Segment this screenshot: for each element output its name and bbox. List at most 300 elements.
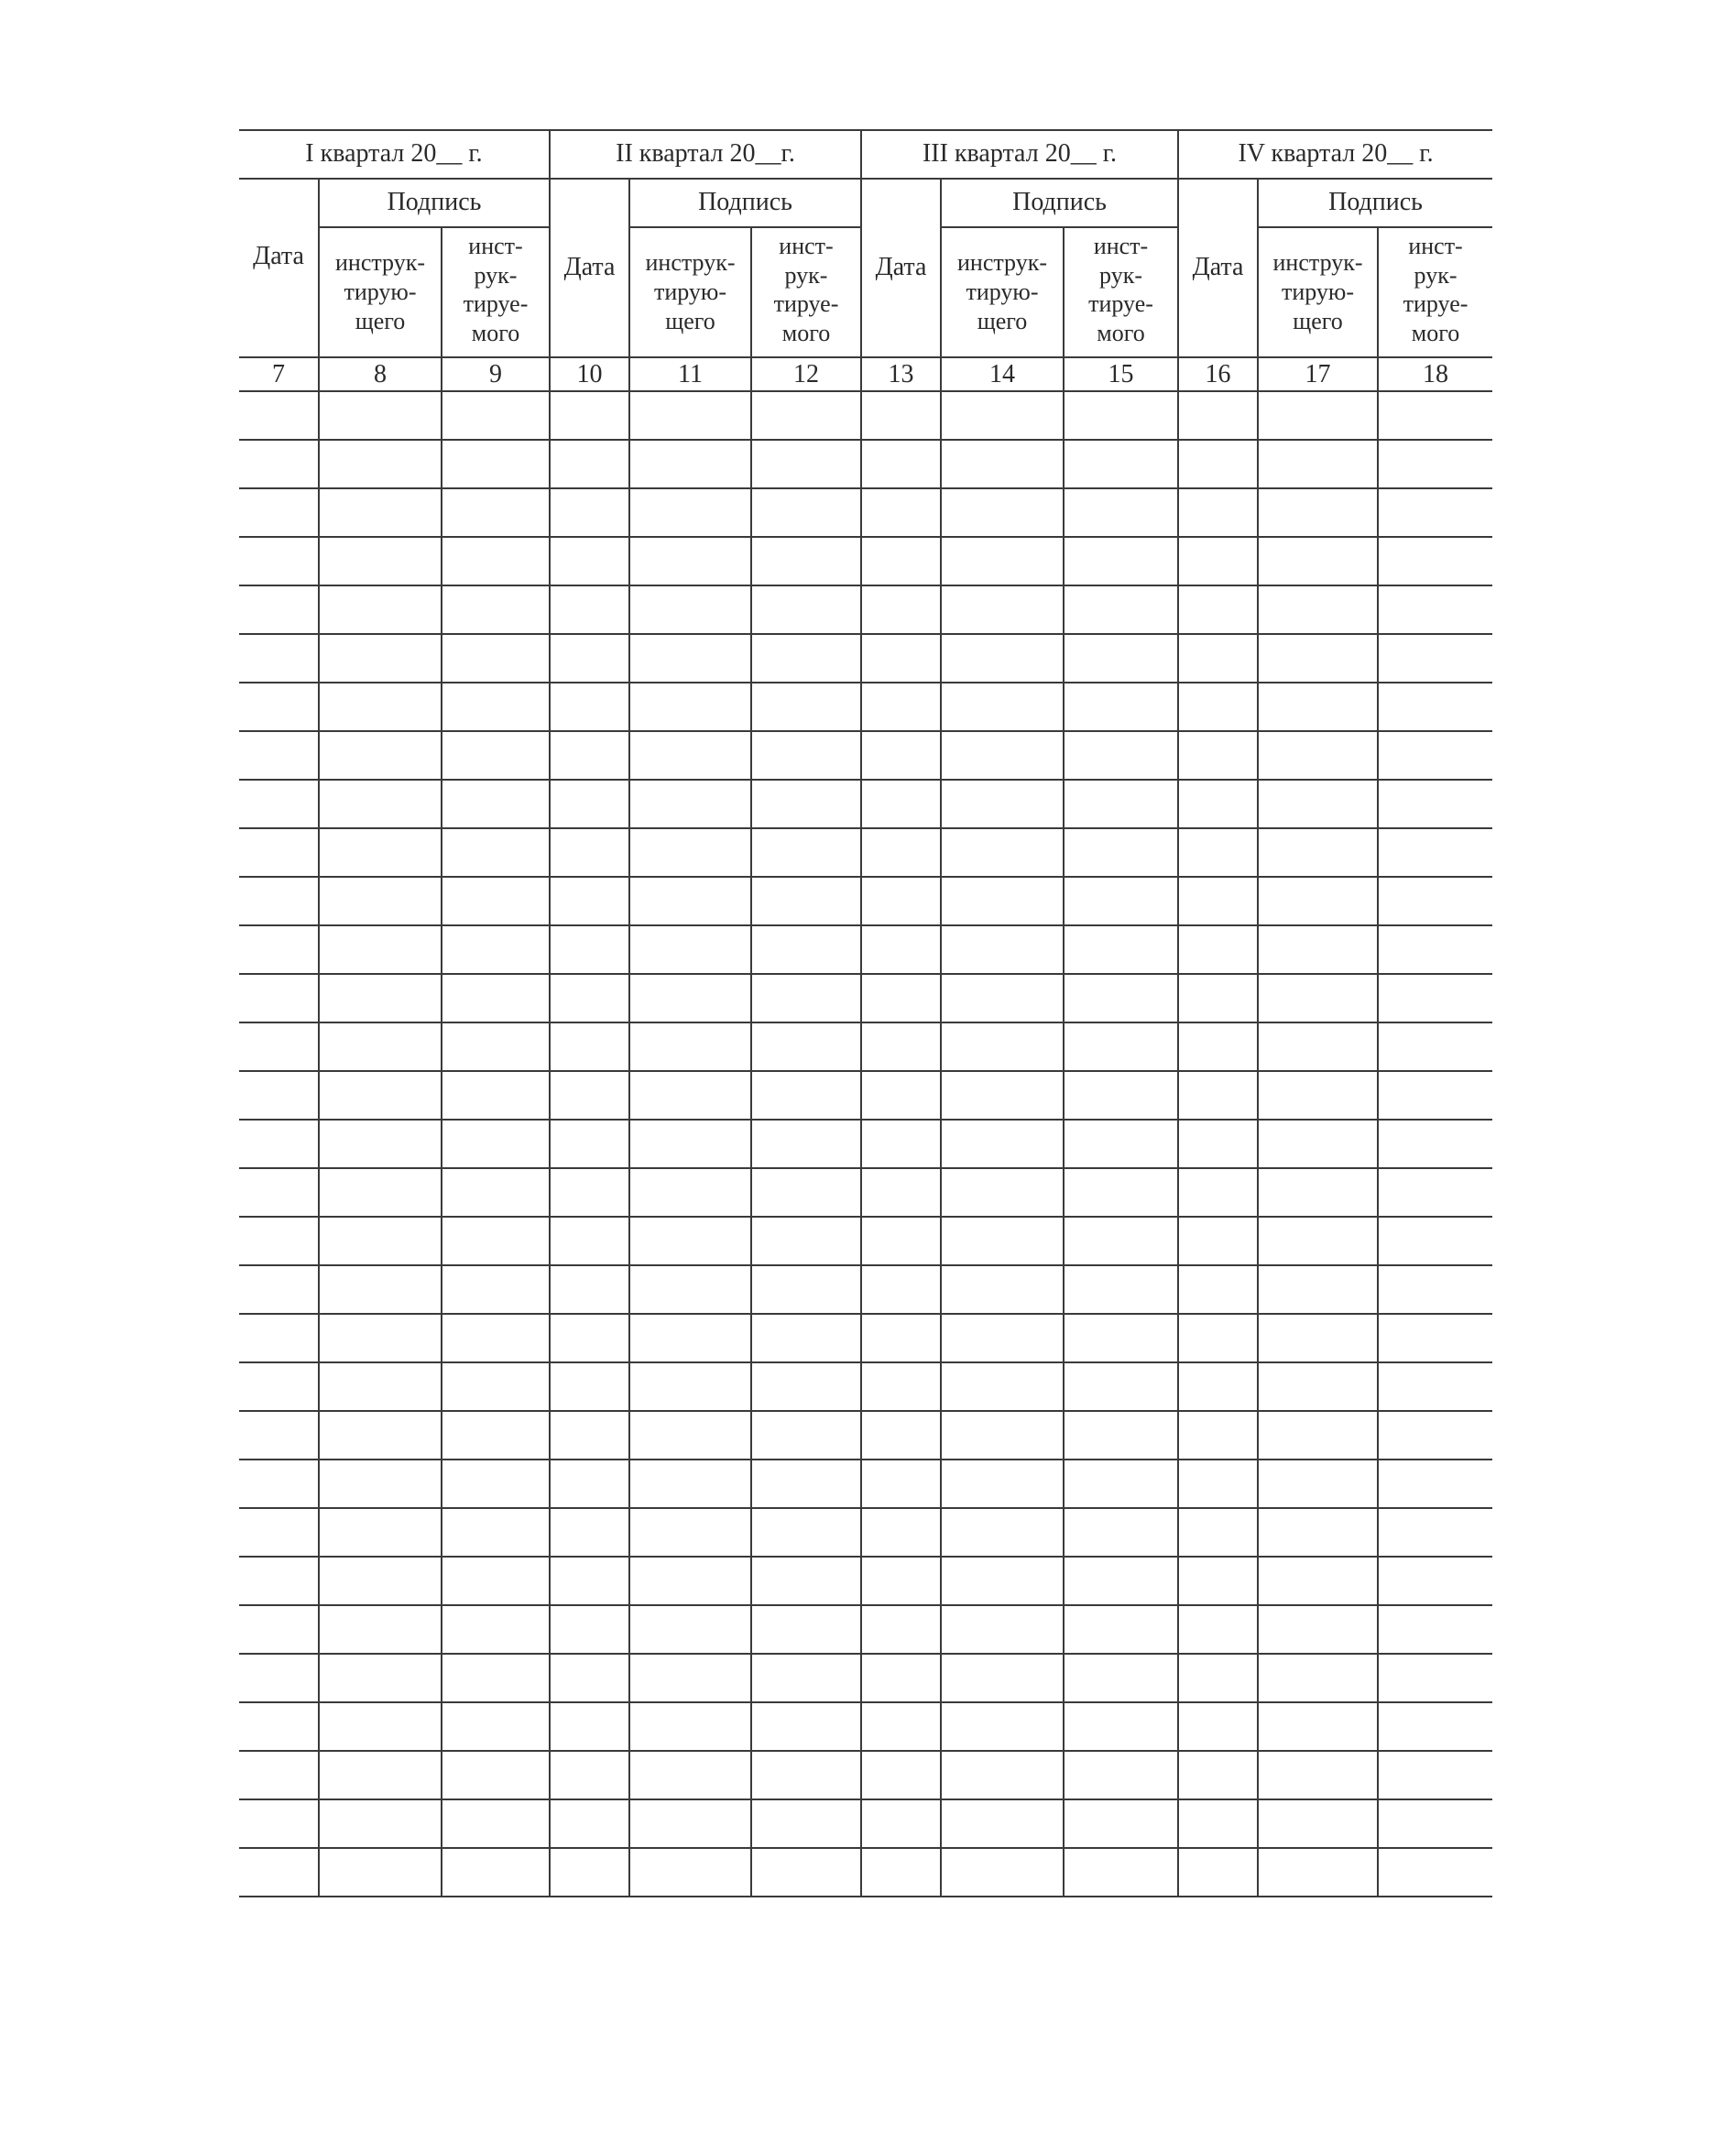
entry-cell[interactable] bbox=[1378, 1120, 1492, 1168]
entry-cell[interactable] bbox=[751, 1460, 861, 1508]
entry-cell[interactable] bbox=[941, 1168, 1064, 1217]
entry-cell[interactable] bbox=[239, 877, 319, 925]
entry-cell[interactable] bbox=[1258, 537, 1378, 585]
entry-cell[interactable] bbox=[861, 1411, 941, 1460]
entry-cell[interactable] bbox=[1258, 1168, 1378, 1217]
entry-cell[interactable] bbox=[442, 1702, 550, 1751]
entry-cell[interactable] bbox=[1378, 1362, 1492, 1411]
entry-cell[interactable] bbox=[1178, 1217, 1258, 1265]
entry-cell[interactable] bbox=[1178, 1168, 1258, 1217]
entry-cell[interactable] bbox=[629, 585, 751, 634]
entry-cell[interactable] bbox=[861, 683, 941, 731]
entry-cell[interactable] bbox=[1064, 683, 1178, 731]
entry-cell[interactable] bbox=[751, 1751, 861, 1799]
entry-cell[interactable] bbox=[751, 1605, 861, 1654]
entry-cell[interactable] bbox=[442, 1120, 550, 1168]
entry-cell[interactable] bbox=[941, 1071, 1064, 1120]
entry-cell[interactable] bbox=[319, 1217, 442, 1265]
entry-cell[interactable] bbox=[319, 925, 442, 974]
entry-cell[interactable] bbox=[1258, 1217, 1378, 1265]
entry-cell[interactable] bbox=[629, 1217, 751, 1265]
entry-cell[interactable] bbox=[319, 1120, 442, 1168]
entry-cell[interactable] bbox=[1064, 780, 1178, 828]
entry-cell[interactable] bbox=[442, 731, 550, 780]
entry-cell[interactable] bbox=[1258, 1654, 1378, 1702]
entry-cell[interactable] bbox=[629, 1022, 751, 1071]
entry-cell[interactable] bbox=[1378, 1799, 1492, 1848]
entry-cell[interactable] bbox=[751, 1071, 861, 1120]
entry-cell[interactable] bbox=[442, 1362, 550, 1411]
entry-cell[interactable] bbox=[1178, 828, 1258, 877]
entry-cell[interactable] bbox=[1378, 1848, 1492, 1897]
entry-cell[interactable] bbox=[751, 1702, 861, 1751]
entry-cell[interactable] bbox=[442, 1314, 550, 1362]
entry-cell[interactable] bbox=[751, 1557, 861, 1605]
entry-cell[interactable] bbox=[1178, 1605, 1258, 1654]
entry-cell[interactable] bbox=[941, 780, 1064, 828]
entry-cell[interactable] bbox=[1378, 1265, 1492, 1314]
entry-cell[interactable] bbox=[861, 1702, 941, 1751]
entry-cell[interactable] bbox=[1064, 1362, 1178, 1411]
entry-cell[interactable] bbox=[629, 634, 751, 683]
entry-cell[interactable] bbox=[1258, 1314, 1378, 1362]
entry-cell[interactable] bbox=[1378, 1411, 1492, 1460]
entry-cell[interactable] bbox=[319, 440, 442, 488]
entry-cell[interactable] bbox=[861, 1751, 941, 1799]
entry-cell[interactable] bbox=[442, 1605, 550, 1654]
entry-cell[interactable] bbox=[319, 877, 442, 925]
entry-cell[interactable] bbox=[1178, 1848, 1258, 1897]
entry-cell[interactable] bbox=[442, 828, 550, 877]
entry-cell[interactable] bbox=[239, 1848, 319, 1897]
entry-cell[interactable] bbox=[550, 780, 629, 828]
entry-cell[interactable] bbox=[1064, 877, 1178, 925]
entry-cell[interactable] bbox=[751, 391, 861, 440]
entry-cell[interactable] bbox=[550, 1799, 629, 1848]
entry-cell[interactable] bbox=[1378, 1168, 1492, 1217]
entry-cell[interactable] bbox=[751, 1654, 861, 1702]
entry-cell[interactable] bbox=[629, 1848, 751, 1897]
entry-cell[interactable] bbox=[239, 683, 319, 731]
entry-cell[interactable] bbox=[1378, 440, 1492, 488]
entry-cell[interactable] bbox=[1378, 1071, 1492, 1120]
entry-cell[interactable] bbox=[239, 634, 319, 683]
entry-cell[interactable] bbox=[1178, 1314, 1258, 1362]
entry-cell[interactable] bbox=[861, 1022, 941, 1071]
entry-cell[interactable] bbox=[1178, 1799, 1258, 1848]
entry-cell[interactable] bbox=[550, 537, 629, 585]
entry-cell[interactable] bbox=[319, 683, 442, 731]
entry-cell[interactable] bbox=[751, 780, 861, 828]
entry-cell[interactable] bbox=[550, 1314, 629, 1362]
entry-cell[interactable] bbox=[1064, 1654, 1178, 1702]
entry-cell[interactable] bbox=[319, 1022, 442, 1071]
entry-cell[interactable] bbox=[941, 1120, 1064, 1168]
entry-cell[interactable] bbox=[629, 1411, 751, 1460]
entry-cell[interactable] bbox=[1064, 1411, 1178, 1460]
entry-cell[interactable] bbox=[629, 1799, 751, 1848]
entry-cell[interactable] bbox=[629, 683, 751, 731]
entry-cell[interactable] bbox=[1378, 488, 1492, 537]
entry-cell[interactable] bbox=[941, 634, 1064, 683]
entry-cell[interactable] bbox=[442, 1848, 550, 1897]
entry-cell[interactable] bbox=[442, 1508, 550, 1557]
entry-cell[interactable] bbox=[1378, 634, 1492, 683]
entry-cell[interactable] bbox=[861, 1362, 941, 1411]
entry-cell[interactable] bbox=[1178, 1411, 1258, 1460]
entry-cell[interactable] bbox=[1258, 877, 1378, 925]
entry-cell[interactable] bbox=[550, 1460, 629, 1508]
entry-cell[interactable] bbox=[1258, 1702, 1378, 1751]
entry-cell[interactable] bbox=[751, 440, 861, 488]
entry-cell[interactable] bbox=[239, 828, 319, 877]
entry-cell[interactable] bbox=[629, 440, 751, 488]
entry-cell[interactable] bbox=[550, 1265, 629, 1314]
entry-cell[interactable] bbox=[239, 1217, 319, 1265]
entry-cell[interactable] bbox=[751, 488, 861, 537]
entry-cell[interactable] bbox=[319, 488, 442, 537]
entry-cell[interactable] bbox=[1064, 1508, 1178, 1557]
entry-cell[interactable] bbox=[941, 440, 1064, 488]
entry-cell[interactable] bbox=[861, 537, 941, 585]
entry-cell[interactable] bbox=[1378, 1508, 1492, 1557]
entry-cell[interactable] bbox=[550, 1071, 629, 1120]
entry-cell[interactable] bbox=[751, 1848, 861, 1897]
entry-cell[interactable] bbox=[941, 1702, 1064, 1751]
entry-cell[interactable] bbox=[550, 828, 629, 877]
entry-cell[interactable] bbox=[1064, 391, 1178, 440]
entry-cell[interactable] bbox=[1378, 1702, 1492, 1751]
entry-cell[interactable] bbox=[751, 1362, 861, 1411]
entry-cell[interactable] bbox=[941, 974, 1064, 1022]
entry-cell[interactable] bbox=[239, 537, 319, 585]
entry-cell[interactable] bbox=[319, 974, 442, 1022]
entry-cell[interactable] bbox=[861, 1120, 941, 1168]
entry-cell[interactable] bbox=[1178, 683, 1258, 731]
entry-cell[interactable] bbox=[550, 1168, 629, 1217]
entry-cell[interactable] bbox=[629, 1654, 751, 1702]
entry-cell[interactable] bbox=[1064, 1071, 1178, 1120]
entry-cell[interactable] bbox=[941, 877, 1064, 925]
entry-cell[interactable] bbox=[239, 1508, 319, 1557]
entry-cell[interactable] bbox=[1258, 780, 1378, 828]
entry-cell[interactable] bbox=[941, 683, 1064, 731]
entry-cell[interactable] bbox=[861, 1460, 941, 1508]
entry-cell[interactable] bbox=[629, 925, 751, 974]
entry-cell[interactable] bbox=[1258, 1557, 1378, 1605]
entry-cell[interactable] bbox=[1378, 925, 1492, 974]
entry-cell[interactable] bbox=[239, 1654, 319, 1702]
entry-cell[interactable] bbox=[239, 1314, 319, 1362]
entry-cell[interactable] bbox=[1378, 1460, 1492, 1508]
entry-cell[interactable] bbox=[239, 391, 319, 440]
entry-cell[interactable] bbox=[319, 1799, 442, 1848]
entry-cell[interactable] bbox=[239, 1022, 319, 1071]
entry-cell[interactable] bbox=[319, 1071, 442, 1120]
entry-cell[interactable] bbox=[319, 1362, 442, 1411]
entry-cell[interactable] bbox=[442, 1654, 550, 1702]
entry-cell[interactable] bbox=[442, 1168, 550, 1217]
entry-cell[interactable] bbox=[941, 1508, 1064, 1557]
entry-cell[interactable] bbox=[1378, 585, 1492, 634]
entry-cell[interactable] bbox=[1178, 1362, 1258, 1411]
entry-cell[interactable] bbox=[941, 1022, 1064, 1071]
entry-cell[interactable] bbox=[550, 925, 629, 974]
entry-cell[interactable] bbox=[1258, 1460, 1378, 1508]
entry-cell[interactable] bbox=[1178, 1557, 1258, 1605]
entry-cell[interactable] bbox=[751, 1120, 861, 1168]
entry-cell[interactable] bbox=[751, 1799, 861, 1848]
entry-cell[interactable] bbox=[751, 683, 861, 731]
entry-cell[interactable] bbox=[239, 1799, 319, 1848]
entry-cell[interactable] bbox=[629, 1460, 751, 1508]
entry-cell[interactable] bbox=[239, 1460, 319, 1508]
entry-cell[interactable] bbox=[941, 828, 1064, 877]
entry-cell[interactable] bbox=[629, 391, 751, 440]
entry-cell[interactable] bbox=[239, 1557, 319, 1605]
entry-cell[interactable] bbox=[1064, 488, 1178, 537]
entry-cell[interactable] bbox=[1178, 1120, 1258, 1168]
entry-cell[interactable] bbox=[1178, 1654, 1258, 1702]
entry-cell[interactable] bbox=[751, 1411, 861, 1460]
entry-cell[interactable] bbox=[1178, 440, 1258, 488]
entry-cell[interactable] bbox=[751, 634, 861, 683]
entry-cell[interactable] bbox=[442, 440, 550, 488]
entry-cell[interactable] bbox=[319, 780, 442, 828]
entry-cell[interactable] bbox=[629, 1751, 751, 1799]
entry-cell[interactable] bbox=[861, 1071, 941, 1120]
entry-cell[interactable] bbox=[319, 585, 442, 634]
entry-cell[interactable] bbox=[941, 1654, 1064, 1702]
entry-cell[interactable] bbox=[1378, 683, 1492, 731]
entry-cell[interactable] bbox=[1378, 780, 1492, 828]
entry-cell[interactable] bbox=[861, 780, 941, 828]
entry-cell[interactable] bbox=[239, 488, 319, 537]
entry-cell[interactable] bbox=[1064, 585, 1178, 634]
entry-cell[interactable] bbox=[1178, 1508, 1258, 1557]
entry-cell[interactable] bbox=[1378, 1654, 1492, 1702]
entry-cell[interactable] bbox=[861, 440, 941, 488]
entry-cell[interactable] bbox=[941, 537, 1064, 585]
entry-cell[interactable] bbox=[1064, 925, 1178, 974]
entry-cell[interactable] bbox=[550, 1848, 629, 1897]
entry-cell[interactable] bbox=[751, 1265, 861, 1314]
entry-cell[interactable] bbox=[629, 780, 751, 828]
entry-cell[interactable] bbox=[1378, 1022, 1492, 1071]
entry-cell[interactable] bbox=[239, 1702, 319, 1751]
entry-cell[interactable] bbox=[1178, 488, 1258, 537]
entry-cell[interactable] bbox=[1064, 1848, 1178, 1897]
entry-cell[interactable] bbox=[1258, 585, 1378, 634]
entry-cell[interactable] bbox=[239, 1071, 319, 1120]
entry-cell[interactable] bbox=[442, 1751, 550, 1799]
entry-cell[interactable] bbox=[442, 1411, 550, 1460]
entry-cell[interactable] bbox=[861, 1508, 941, 1557]
entry-cell[interactable] bbox=[1378, 1314, 1492, 1362]
entry-cell[interactable] bbox=[629, 974, 751, 1022]
entry-cell[interactable] bbox=[319, 1460, 442, 1508]
entry-cell[interactable] bbox=[550, 1120, 629, 1168]
entry-cell[interactable] bbox=[861, 1605, 941, 1654]
entry-cell[interactable] bbox=[629, 1314, 751, 1362]
entry-cell[interactable] bbox=[941, 488, 1064, 537]
entry-cell[interactable] bbox=[239, 585, 319, 634]
entry-cell[interactable] bbox=[1178, 1702, 1258, 1751]
entry-cell[interactable] bbox=[941, 925, 1064, 974]
entry-cell[interactable] bbox=[1378, 391, 1492, 440]
entry-cell[interactable] bbox=[629, 537, 751, 585]
entry-cell[interactable] bbox=[1258, 731, 1378, 780]
entry-cell[interactable] bbox=[319, 828, 442, 877]
entry-cell[interactable] bbox=[941, 1848, 1064, 1897]
entry-cell[interactable] bbox=[861, 488, 941, 537]
entry-cell[interactable] bbox=[1064, 1799, 1178, 1848]
entry-cell[interactable] bbox=[319, 1508, 442, 1557]
entry-cell[interactable] bbox=[941, 1799, 1064, 1848]
entry-cell[interactable] bbox=[941, 731, 1064, 780]
entry-cell[interactable] bbox=[941, 1314, 1064, 1362]
entry-cell[interactable] bbox=[1178, 1460, 1258, 1508]
entry-cell[interactable] bbox=[1064, 1460, 1178, 1508]
entry-cell[interactable] bbox=[629, 1557, 751, 1605]
entry-cell[interactable] bbox=[319, 1265, 442, 1314]
entry-cell[interactable] bbox=[1064, 1265, 1178, 1314]
entry-cell[interactable] bbox=[1258, 1265, 1378, 1314]
entry-cell[interactable] bbox=[550, 1411, 629, 1460]
entry-cell[interactable] bbox=[941, 1605, 1064, 1654]
entry-cell[interactable] bbox=[550, 1654, 629, 1702]
entry-cell[interactable] bbox=[1064, 537, 1178, 585]
entry-cell[interactable] bbox=[550, 1022, 629, 1071]
entry-cell[interactable] bbox=[751, 1168, 861, 1217]
entry-cell[interactable] bbox=[1064, 828, 1178, 877]
entry-cell[interactable] bbox=[1064, 1217, 1178, 1265]
entry-cell[interactable] bbox=[239, 1605, 319, 1654]
entry-cell[interactable] bbox=[629, 1362, 751, 1411]
entry-cell[interactable] bbox=[751, 1508, 861, 1557]
entry-cell[interactable] bbox=[550, 488, 629, 537]
entry-cell[interactable] bbox=[1178, 1071, 1258, 1120]
entry-cell[interactable] bbox=[550, 731, 629, 780]
entry-cell[interactable] bbox=[442, 780, 550, 828]
entry-cell[interactable] bbox=[1258, 1751, 1378, 1799]
entry-cell[interactable] bbox=[1178, 877, 1258, 925]
entry-cell[interactable] bbox=[861, 1848, 941, 1897]
entry-cell[interactable] bbox=[442, 925, 550, 974]
entry-cell[interactable] bbox=[550, 1557, 629, 1605]
entry-cell[interactable] bbox=[629, 1508, 751, 1557]
entry-cell[interactable] bbox=[319, 1751, 442, 1799]
entry-cell[interactable] bbox=[861, 585, 941, 634]
entry-cell[interactable] bbox=[442, 877, 550, 925]
entry-cell[interactable] bbox=[319, 731, 442, 780]
entry-cell[interactable] bbox=[751, 828, 861, 877]
entry-cell[interactable] bbox=[1178, 1751, 1258, 1799]
entry-cell[interactable] bbox=[550, 1508, 629, 1557]
entry-cell[interactable] bbox=[550, 974, 629, 1022]
entry-cell[interactable] bbox=[1178, 925, 1258, 974]
entry-cell[interactable] bbox=[629, 488, 751, 537]
entry-cell[interactable] bbox=[442, 537, 550, 585]
entry-cell[interactable] bbox=[1258, 1799, 1378, 1848]
entry-cell[interactable] bbox=[239, 1751, 319, 1799]
entry-cell[interactable] bbox=[629, 731, 751, 780]
entry-cell[interactable] bbox=[629, 1265, 751, 1314]
entry-cell[interactable] bbox=[239, 1362, 319, 1411]
entry-cell[interactable] bbox=[1178, 731, 1258, 780]
entry-cell[interactable] bbox=[1378, 537, 1492, 585]
entry-cell[interactable] bbox=[1064, 974, 1178, 1022]
entry-cell[interactable] bbox=[941, 1265, 1064, 1314]
entry-cell[interactable] bbox=[239, 731, 319, 780]
entry-cell[interactable] bbox=[751, 877, 861, 925]
entry-cell[interactable] bbox=[1258, 1508, 1378, 1557]
entry-cell[interactable] bbox=[941, 1411, 1064, 1460]
entry-cell[interactable] bbox=[941, 1751, 1064, 1799]
entry-cell[interactable] bbox=[1258, 488, 1378, 537]
entry-cell[interactable] bbox=[1258, 1411, 1378, 1460]
entry-cell[interactable] bbox=[239, 925, 319, 974]
entry-cell[interactable] bbox=[861, 877, 941, 925]
entry-cell[interactable] bbox=[1064, 1557, 1178, 1605]
entry-cell[interactable] bbox=[1258, 391, 1378, 440]
entry-cell[interactable] bbox=[861, 1557, 941, 1605]
entry-cell[interactable] bbox=[861, 634, 941, 683]
entry-cell[interactable] bbox=[1258, 1120, 1378, 1168]
entry-cell[interactable] bbox=[1378, 1217, 1492, 1265]
entry-cell[interactable] bbox=[442, 1022, 550, 1071]
entry-cell[interactable] bbox=[1378, 1557, 1492, 1605]
entry-cell[interactable] bbox=[1064, 1120, 1178, 1168]
entry-cell[interactable] bbox=[550, 1702, 629, 1751]
entry-cell[interactable] bbox=[751, 585, 861, 634]
entry-cell[interactable] bbox=[442, 1217, 550, 1265]
entry-cell[interactable] bbox=[239, 1168, 319, 1217]
entry-cell[interactable] bbox=[319, 1557, 442, 1605]
entry-cell[interactable] bbox=[941, 1557, 1064, 1605]
entry-cell[interactable] bbox=[319, 634, 442, 683]
entry-cell[interactable] bbox=[319, 1848, 442, 1897]
entry-cell[interactable] bbox=[319, 1702, 442, 1751]
entry-cell[interactable] bbox=[442, 391, 550, 440]
entry-cell[interactable] bbox=[319, 537, 442, 585]
entry-cell[interactable] bbox=[1178, 634, 1258, 683]
entry-cell[interactable] bbox=[1378, 974, 1492, 1022]
entry-cell[interactable] bbox=[1064, 1168, 1178, 1217]
entry-cell[interactable] bbox=[861, 1168, 941, 1217]
entry-cell[interactable] bbox=[1378, 828, 1492, 877]
entry-cell[interactable] bbox=[1258, 1071, 1378, 1120]
entry-cell[interactable] bbox=[861, 974, 941, 1022]
entry-cell[interactable] bbox=[861, 731, 941, 780]
entry-cell[interactable] bbox=[442, 1071, 550, 1120]
entry-cell[interactable] bbox=[751, 1022, 861, 1071]
entry-cell[interactable] bbox=[629, 1071, 751, 1120]
entry-cell[interactable] bbox=[550, 1605, 629, 1654]
entry-cell[interactable] bbox=[442, 634, 550, 683]
entry-cell[interactable] bbox=[1178, 537, 1258, 585]
entry-cell[interactable] bbox=[629, 1605, 751, 1654]
entry-cell[interactable] bbox=[1178, 585, 1258, 634]
entry-cell[interactable] bbox=[1178, 1022, 1258, 1071]
entry-cell[interactable] bbox=[550, 634, 629, 683]
entry-cell[interactable] bbox=[1064, 1702, 1178, 1751]
entry-cell[interactable] bbox=[442, 1557, 550, 1605]
entry-cell[interactable] bbox=[1258, 1362, 1378, 1411]
entry-cell[interactable] bbox=[1378, 1605, 1492, 1654]
entry-cell[interactable] bbox=[861, 925, 941, 974]
entry-cell[interactable] bbox=[1258, 925, 1378, 974]
